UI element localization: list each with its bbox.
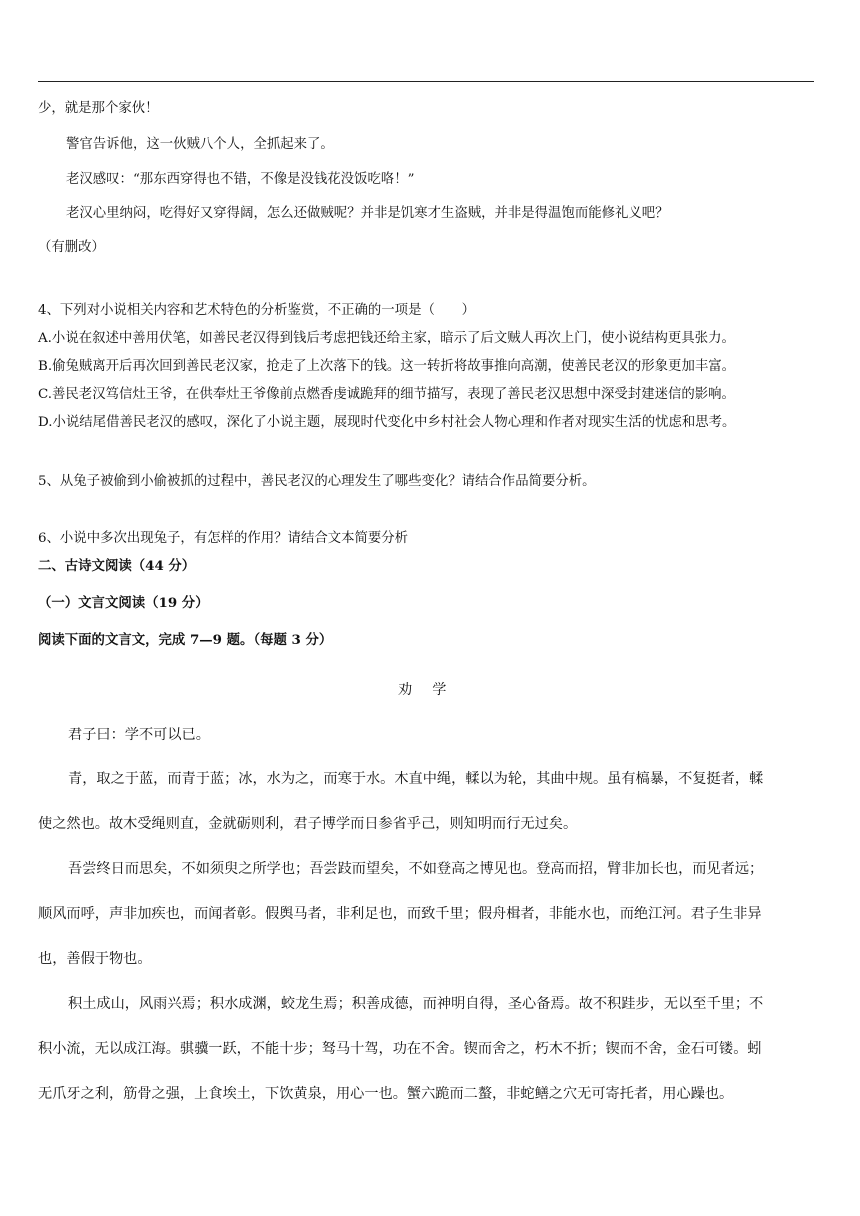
passage-line-5: 顺风而呼，声非加疾也，而闻者彰。假舆马者，非利足也，而致千里；假舟楫者，非能水也，而绝江河。君子生非异 bbox=[38, 906, 762, 922]
passage-line-8: 积小流，无以成江海。骐骥一跃，不能十步；驽马十驾，功在不舍。锲而舍之，朽木不折；锲而不舍，金石可镂。蚓 bbox=[38, 1041, 762, 1057]
story-line-1: 少，就是那个家伙！ bbox=[38, 101, 159, 116]
question-4-option-b: B.偷兔贼离开后再次回到善民老汉家，抢走了上次落下的钱。这一转折将故事推向高潮，使善民老汉的形象更加丰富。 bbox=[38, 359, 736, 374]
story-line-2: 警官告诉他，这一伙贼八个人，全抓起来了。 bbox=[66, 137, 334, 152]
passage-line-7: 积土成山，风雨兴焉；积水成渊，蛟龙生焉；积善成德，而神明自得，圣心备焉。故不积跬步，无以至千里；不 bbox=[68, 996, 764, 1012]
question-6: 6、小说中多次出现兔子，有怎样的作用？请结合文本简要分析 bbox=[38, 531, 409, 546]
passage-title: 劝学 bbox=[398, 682, 467, 698]
source-note: （有删改） bbox=[38, 240, 105, 255]
reading-instruction: 阅读下面的文言文，完成 7—9 题。（每题 3 分） bbox=[38, 632, 333, 648]
question-4-stem: 4、下列对小说相关内容和艺术特色的分析鉴赏，不正确的一项是（ ） bbox=[38, 303, 476, 318]
story-line-3: 老汉感叹：“那东西穿得也不错，不像是没钱花没饭吃咯！” bbox=[66, 172, 415, 187]
passage-line-2: 青，取之于蓝，而青于蓝；冰，水为之，而寒于水。木直中绳，輮以为轮，其曲中规。虽有槁暴，不复挺者，輮 bbox=[68, 771, 764, 787]
question-4-option-c: C.善民老汉笃信灶王爷，在供奉灶王爷像前点燃香虔诚跪拜的细节描写，表现了善民老汉思想中深受封建迷信的影响。 bbox=[38, 387, 735, 402]
question-4-option-a: A.小说在叙述中善用伏笔，如善民老汉得到钱后考虑把钱还给主家，暗示了后文贼人再次上门，使小说结构更具张力。 bbox=[38, 331, 735, 346]
passage-line-6: 也，善假于物也。 bbox=[38, 951, 152, 967]
question-5: 5、从兔子被偷到小偷被抓的过程中，善民老汉的心理发生了哪些变化？请结合作品简要分析。 bbox=[38, 474, 596, 489]
passage-line-3: 使之然也。故木受绳则直，金就砺则利，君子博学而日参省乎己，则知明而行无过矣。 bbox=[38, 816, 578, 832]
question-4-option-d: D.小说结尾借善民老汉的感叹，深化了小说主题，展现时代变化中乡村社会人物心理和作者对现实生活的忧虑和思考。 bbox=[38, 415, 736, 430]
passage-line-1: 君子曰：学不可以已。 bbox=[68, 727, 210, 743]
section-heading: 二、古诗文阅读（44 分） bbox=[38, 558, 196, 574]
passage-line-9: 无爪牙之利，筋骨之强，上食埃土，下饮黄泉，用心一也。蟹六跪而二螯，非蛇鳝之穴无可寄托者，用心躁也。 bbox=[38, 1086, 734, 1102]
story-line-4: 老汉心里纳闷，吃得好又穿得阔，怎么还做贼呢？并非是饥寒才生盗贼，并非是得温饱而能修礼义吧？ bbox=[66, 206, 669, 221]
passage-line-4: 吾尝终日而思矣，不如须臾之所学也；吾尝跂而望矣，不如登高之博见也。登高而招，臂非加长也，而见者远； bbox=[68, 861, 764, 877]
header-rule bbox=[38, 81, 814, 82]
subsection-heading: （一）文言文阅读（19 分） bbox=[38, 595, 209, 611]
